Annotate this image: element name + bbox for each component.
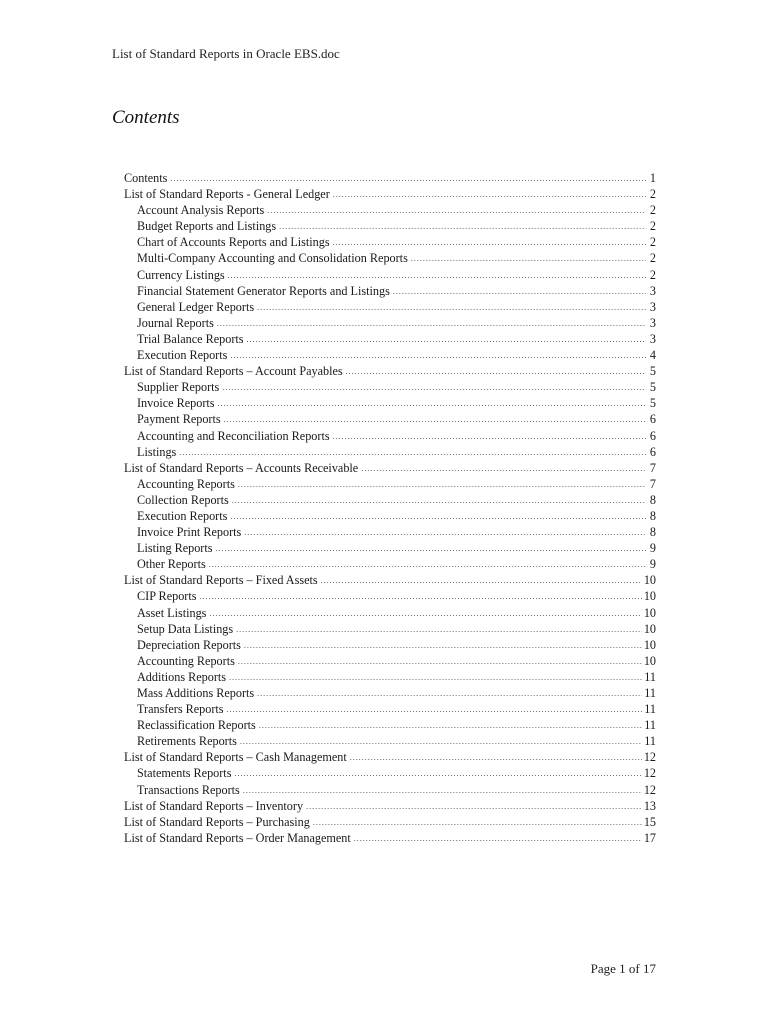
toc-entry-label[interactable]: Other Reports (137, 557, 206, 572)
toc-entry[interactable] (124, 283, 656, 299)
toc-entry[interactable] (124, 621, 656, 637)
toc-entry[interactable] (124, 556, 656, 572)
toc-entry-page-number[interactable]: 10 (643, 573, 656, 588)
toc-entry-label[interactable]: Invoice Print Reports (137, 525, 242, 540)
toc-entry-label[interactable]: Transfers Reports (137, 702, 224, 717)
toc-entry-label[interactable]: Retirements Reports (137, 734, 237, 749)
toc-entry-label[interactable]: Asset Listings (137, 605, 207, 620)
toc-dot-leader (234, 766, 641, 782)
toc-entry-label[interactable]: Execution Reports (137, 348, 228, 363)
toc-entry-label[interactable]: List of Standard Reports – Account Payables (124, 364, 343, 379)
toc-entry[interactable] (124, 605, 656, 621)
document-filename-header: List of Standard Reports in Oracle EBS.doc (112, 46, 340, 61)
toc-entry-page-number[interactable]: 2 (649, 267, 656, 282)
toc-entry-label[interactable]: Execution Reports (137, 508, 228, 523)
toc-entry[interactable] (124, 315, 656, 331)
toc-entry-page-number[interactable]: 1 (649, 171, 656, 185)
toc-entry-label[interactable]: Setup Data Listings (137, 621, 234, 636)
toc-entry-page-number[interactable]: 17 (643, 830, 656, 845)
toc-dot-leader (354, 831, 642, 847)
toc-entry[interactable] (124, 572, 656, 588)
toc-entry-page-number[interactable]: 12 (643, 766, 656, 781)
toc-entry[interactable] (124, 508, 656, 524)
toc-entry-page-number[interactable]: 3 (649, 331, 656, 346)
toc-entry[interactable] (124, 653, 656, 669)
toc-entry-label[interactable]: Account Analysis Reports (137, 203, 265, 218)
toc-entry[interactable] (124, 428, 656, 444)
toc-entry[interactable] (124, 637, 656, 653)
toc-dot-leader (222, 380, 646, 396)
toc-entry-label[interactable]: CIP Reports (137, 589, 197, 604)
toc-entry-label[interactable]: Mass Additions Reports (137, 686, 255, 700)
toc-entry-label[interactable]: Reclassification Reports (137, 718, 256, 733)
toc-dot-leader (179, 445, 646, 461)
toc-dot-leader (333, 187, 646, 203)
toc-entry-page-number[interactable]: 7 (649, 476, 656, 491)
toc-entry[interactable] (124, 749, 656, 765)
toc-entry[interactable] (124, 830, 656, 846)
toc-entry-page-number[interactable]: 2 (649, 219, 656, 234)
toc-entry-label[interactable]: General Ledger Reports (137, 299, 255, 314)
toc-entry-label[interactable]: List of Standard Reports – Fixed Assets (124, 573, 318, 588)
toc-entry-label[interactable]: List of Standard Reports – Inventory (124, 798, 304, 813)
toc-dot-leader (267, 203, 646, 219)
toc-entry-page-number[interactable]: 3 (649, 299, 656, 314)
toc-dot-leader (350, 750, 642, 766)
toc-entry-page-number[interactable]: 11 (644, 669, 656, 684)
toc-dot-leader (257, 686, 642, 702)
toc-entry[interactable] (124, 669, 656, 685)
toc-entry-label[interactable]: List of Standard Reports – Purchasing (124, 814, 310, 829)
toc-entry-page-number[interactable]: 9 (649, 541, 656, 556)
toc-entry[interactable] (124, 814, 656, 830)
toc-dot-leader (393, 284, 646, 300)
toc-entry-label[interactable]: Invoice Reports (137, 396, 215, 411)
toc-entry[interactable] (124, 331, 656, 347)
toc-entry[interactable] (124, 717, 656, 733)
toc-entry[interactable] (124, 444, 656, 460)
toc-entry-page-number[interactable]: 8 (649, 492, 656, 507)
toc-entry[interactable] (124, 733, 656, 749)
toc-entry-label[interactable]: Accounting Reports (137, 476, 235, 491)
toc-dot-leader (230, 509, 646, 525)
toc-entry-page-number[interactable]: 2 (649, 187, 656, 202)
toc-entry[interactable] (124, 524, 656, 540)
toc-entry[interactable] (124, 782, 656, 798)
toc-dot-leader (227, 702, 643, 718)
toc-dot-leader (247, 332, 646, 348)
toc-entry-label[interactable]: Supplier Reports (137, 380, 220, 395)
toc-entry[interactable] (124, 186, 656, 202)
toc-entry-page-number[interactable]: 10 (643, 621, 656, 636)
toc-entry-page-number[interactable]: 10 (643, 605, 656, 620)
toc-entry-page-number[interactable]: 10 (643, 653, 656, 668)
toc-entry-page-number[interactable]: 15 (643, 814, 656, 829)
toc-entry[interactable] (124, 540, 656, 556)
toc-dot-leader (240, 734, 642, 750)
toc-entry[interactable] (124, 798, 656, 814)
toc-dot-leader (218, 396, 646, 412)
toc-dot-leader (346, 364, 646, 380)
toc-entry[interactable] (124, 250, 656, 266)
toc-entry-label[interactable]: Accounting and Reconciliation Reports (137, 428, 330, 443)
toc-dot-leader (230, 348, 646, 364)
contents-heading: Contents (112, 107, 180, 128)
toc-entry-label[interactable]: Currency Listings (137, 267, 225, 282)
toc-entry-page-number[interactable]: 2 (649, 203, 656, 218)
toc-entry-page-number[interactable]: 11 (644, 702, 656, 717)
toc-entry[interactable] (124, 299, 656, 315)
toc-entry[interactable] (124, 411, 656, 427)
toc-entry-label[interactable]: Statements Reports (137, 766, 232, 781)
toc-dot-leader (244, 525, 646, 541)
toc-entry-page-number[interactable]: 10 (643, 589, 656, 604)
toc-entry[interactable] (124, 267, 656, 283)
toc-entry-label[interactable]: Depreciation Reports (137, 637, 241, 652)
toc-dot-leader (279, 219, 646, 235)
toc-entry[interactable] (124, 170, 656, 186)
toc-entry-label[interactable]: Collection Reports (137, 492, 229, 507)
toc-entry[interactable] (124, 460, 656, 476)
toc-entry-page-number[interactable]: 3 (649, 315, 656, 330)
toc-entry-label[interactable]: Transactions Reports (137, 782, 240, 797)
toc-dot-leader (244, 638, 642, 654)
toc-entry[interactable] (124, 476, 656, 492)
toc-entry-label[interactable]: Contents (124, 171, 168, 185)
toc-dot-leader (238, 654, 642, 670)
toc-dot-leader (216, 541, 647, 557)
toc-entry[interactable] (124, 588, 656, 604)
toc-entry-page-number[interactable]: 9 (649, 557, 656, 572)
toc-entry[interactable] (124, 202, 656, 218)
toc-entry-label[interactable]: List of Standard Reports – Cash Management (124, 750, 347, 765)
toc-entry-page-number[interactable]: 6 (649, 428, 656, 443)
toc-entry-page-number[interactable]: 5 (649, 396, 656, 411)
toc-dot-leader (243, 783, 642, 799)
toc-entry-page-number[interactable]: 10 (643, 637, 656, 652)
toc-entry-label[interactable]: Financial Statement Generator Reports and Listings (137, 283, 390, 298)
toc-entry-label[interactable]: Additions Reports (137, 669, 227, 684)
toc-dot-leader (306, 799, 642, 815)
toc-dot-leader (333, 429, 646, 445)
toc-entry[interactable] (124, 234, 656, 250)
toc-dot-leader (313, 815, 642, 831)
toc-dot-leader (321, 573, 642, 589)
toc-dot-leader (361, 461, 646, 477)
toc-entry-label[interactable]: Journal Reports (137, 315, 214, 330)
toc-entry-page-number[interactable]: 6 (649, 444, 656, 459)
toc-dot-leader (209, 606, 641, 622)
toc-dot-leader (224, 412, 646, 428)
page-number-footer: Page 1 of 17 (590, 961, 656, 976)
toc-entry-label[interactable]: Listing Reports (137, 541, 213, 556)
toc-entry-label[interactable]: Multi-Company Accounting and Consolidation Reports (137, 251, 408, 266)
toc-entry-page-number[interactable]: 5 (649, 364, 656, 379)
toc-entry-label[interactable]: Listings (137, 444, 177, 459)
toc-entry-page-number[interactable]: 8 (649, 508, 656, 523)
toc-entry[interactable] (124, 347, 656, 363)
toc-entry-page-number[interactable]: 2 (649, 251, 656, 266)
toc-dot-leader (217, 316, 646, 332)
toc-entry[interactable] (124, 765, 656, 781)
toc-entry-page-number[interactable]: 12 (643, 782, 656, 797)
toc-entry-label[interactable]: Chart of Accounts Reports and Listings (137, 235, 330, 250)
toc-entry[interactable] (124, 685, 656, 701)
toc-entry[interactable] (124, 701, 656, 717)
toc-dot-leader (209, 557, 646, 573)
toc-entry-page-number[interactable]: 3 (649, 283, 656, 298)
toc-entry-label[interactable]: List of Standard Reports – Order Management (124, 830, 351, 845)
toc-dot-leader (228, 268, 646, 284)
toc-entry-page-number[interactable]: 11 (644, 734, 656, 749)
toc-dot-leader (238, 477, 646, 493)
toc-dot-leader (411, 251, 646, 267)
toc-entry-page-number[interactable]: 12 (643, 750, 656, 765)
toc-entry-page-number[interactable]: 7 (649, 460, 656, 475)
toc-entry-page-number[interactable]: 2 (649, 235, 656, 250)
toc-entry[interactable] (124, 379, 656, 395)
toc-entry[interactable] (124, 218, 656, 234)
toc-entry-label[interactable]: Accounting Reports (137, 653, 235, 668)
toc-entry-page-number[interactable]: 11 (644, 686, 656, 700)
toc-entry-page-number[interactable]: 8 (649, 525, 656, 540)
toc-dot-leader (236, 622, 642, 638)
toc-entry-page-number[interactable]: 4 (649, 348, 656, 363)
toc-entry-page-number[interactable]: 5 (649, 380, 656, 395)
toc-entry-label[interactable]: Payment Reports (137, 412, 221, 427)
toc-entry-label[interactable]: List of Standard Reports - General Ledger (124, 187, 330, 202)
toc-entry-page-number[interactable]: 6 (649, 412, 656, 427)
toc-entry-page-number[interactable]: 13 (643, 798, 656, 813)
toc-entry-page-number[interactable]: 11 (644, 718, 656, 733)
toc-entry[interactable] (124, 363, 656, 379)
toc-entry-label[interactable]: Trial Balance Reports (137, 331, 244, 346)
toc-dot-leader (170, 171, 646, 187)
toc-dot-leader (257, 300, 646, 316)
toc-entry-label[interactable]: List of Standard Reports – Accounts Receivable (124, 460, 359, 475)
toc-dot-leader (232, 493, 646, 509)
table-of-contents (124, 170, 656, 846)
toc-entry-label[interactable]: Budget Reports and Listings (137, 219, 277, 234)
toc-dot-leader (333, 235, 646, 251)
toc-entry[interactable] (124, 492, 656, 508)
toc-dot-leader (199, 589, 641, 605)
toc-dot-leader (259, 718, 642, 734)
toc-entry[interactable] (124, 395, 656, 411)
toc-dot-leader (229, 670, 642, 686)
